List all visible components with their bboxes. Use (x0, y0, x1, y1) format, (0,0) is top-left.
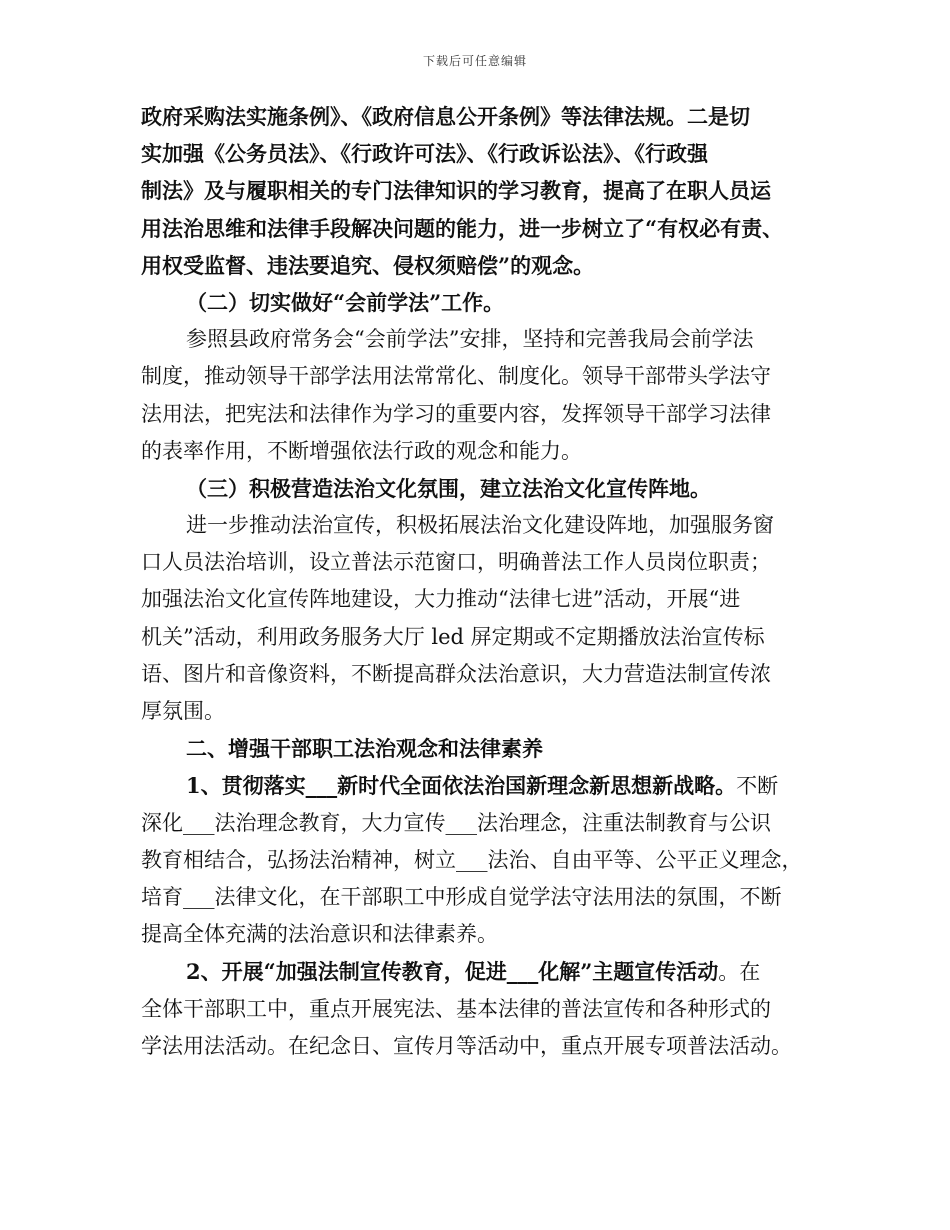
text-line: 学法用法活动。在纪念日、宣传月等活动中，重点开展专项普法活动。 (141, 1033, 792, 1058)
text-line: 参照县政府常务会“会前学法”安排，坚持和完善我局会前学法 (186, 327, 754, 352)
text-line: 制度，推动领导干部学法用法常常化、制度化。领导干部带头学法守 (141, 364, 771, 389)
text-line: 加强法治文化宣传阵地建设，大力推动“法律七进”活动，开展“进 (141, 587, 741, 612)
text-line: 培育___法律文化，在干部职工中形成自觉学法守法用法的氛围，不断 (141, 884, 782, 909)
text-line: 深化___法治理念教育，大力宣传___法治理念，注重法制教育与公识 (141, 810, 771, 835)
text-line: 机关”活动，利用政务服务大厅 led 屏定期或不定期播放法治宣传标 (141, 624, 765, 649)
text-line: 教育相结合，弘扬法治精神，树立___法治、自由平等、公平正义理念， (141, 847, 803, 872)
text-segment: 。在 (718, 960, 761, 985)
text-line: 用权受监督、违法要追究、侵权须赔偿”的观念。 (141, 252, 595, 278)
text-line: 语、图片和音像资料，不断提高群众法治意识，大力营造法制宣传浓 (141, 661, 771, 686)
page-header: 下载后可任意编辑 (422, 54, 527, 68)
text-line: （三）积极营造法治文化氛围，建立法治文化宣传阵地。 (186, 475, 711, 501)
text-line: （二）切实做好“会前学法”工作。 (186, 289, 505, 315)
text-line: 实加强《公务员法》、《行政许可法》、《行政诉讼法》、《行政强 (141, 141, 708, 167)
text-line: 用法治思维和法律手段解决问题的能力，进一步树立了“有权必有责、 (141, 215, 784, 241)
text-line: 法用法，把宪法和法律作为学习的重要内容，发挥领导干部学习法律 (141, 401, 771, 426)
text-line (141, 767, 831, 804)
text-segment: 不断 (736, 774, 779, 799)
text-line (141, 953, 831, 990)
text-line: 的表率作用，不断增强依法行政的观念和能力。 (141, 438, 582, 463)
text-line: 进一步推动法治宣传，积极拓展法治文化建设阵地，加强服务窗 (186, 513, 774, 538)
text-line: 政府采购法实施条例》、《政府信息公开条例》等法律法规。二是切 (141, 104, 750, 129)
text-line: 二、增强干部职工法治观念和法律素养 (186, 736, 543, 762)
text-line: 提高全体充满的法治意识和法律素养。 (141, 922, 498, 947)
document-body (141, 98, 831, 1065)
bold-segment: 1、贯彻落实___新时代全面依法治国新理念新思想新战略。 (186, 773, 737, 799)
text-line: 制法》及与履职相关的专门法律知识的学习教育，提高了在职人员运 (141, 178, 771, 204)
text-line: 口人员法治培训，设立普法示范窗口，明确普法工作人员岗位职责； (141, 550, 771, 575)
text-line: 厚氛围。 (141, 699, 225, 723)
text-line: 全体干部职工中，重点开展宪法、基本法律的普法宣传和各种形式的 (141, 996, 771, 1021)
bold-segment: 2、开展“加强法制宣传教育，促进___化解”主题宣传活动 (186, 959, 719, 985)
